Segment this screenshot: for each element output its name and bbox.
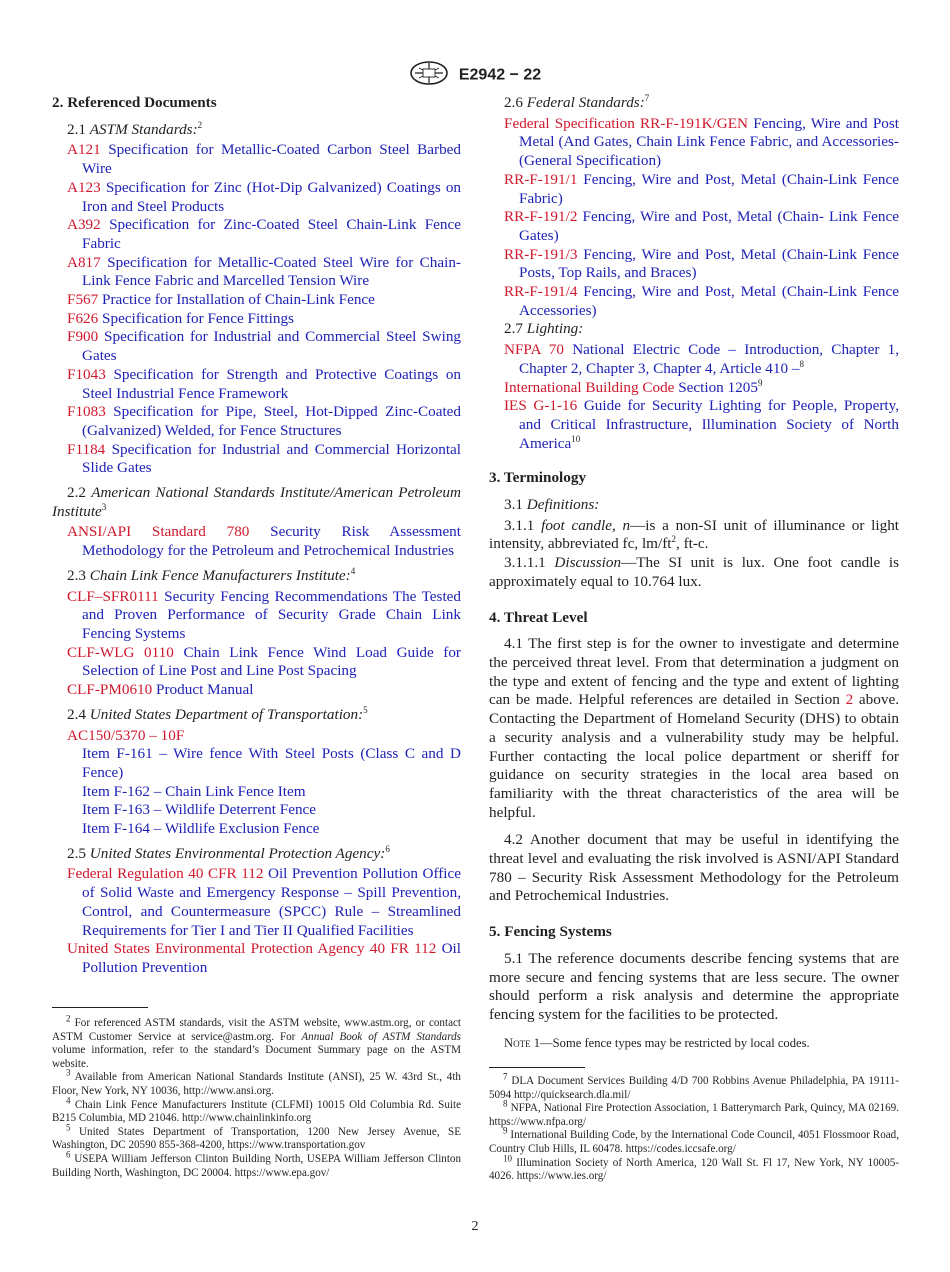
reference-item[interactable]: IES G-1-16 Guide for Security Lighting for People, Property, and Critical Infrastructure, Illumination Society of North America$^{10}$ [504,397,900,452]
footnote: $^8$ NFPA, National Fire Protection Association, 1 Batterymarch Park, Quincy, MA 02169. https://www.nfpa.org/ [489,1098,899,1128]
reference-item[interactable] [504,115,899,171]
reference-item[interactable] [67,366,461,403]
subsection-2-5: 2.5 United States Environmental Protection Agency:$^6$ [67,843,390,862]
reference-title-link[interactable]: Fencing, Wire and Post, Metal (Chain- Link Fence Gates) [519,208,900,244]
astm-logo [409,60,449,91]
reference-code-link[interactable]: A121 [67,141,101,159]
dot-item-link[interactable]: Item F-161 – Wire fence With Steel Posts (Class C and D Fence) [82,745,461,781]
reference-item[interactable] [504,283,899,320]
reference-code-link[interactable]: IES G-1-16 [504,397,578,415]
reference-code-link[interactable]: CLF-PM0610 [67,681,153,699]
reference-title-link[interactable]: Practice for Installation of Chain-Link Fence [102,291,375,309]
reference-title-link[interactable]: Fencing, Wire and Post Metal (And Gates, Chain Link Fence Fabric, and Accessories-(General Specification) [519,114,899,170]
reference-item[interactable] [67,441,461,478]
reference-title-link[interactable]: Specification for Metallic-Coated Steel Wire for Chain-Link Fence Fabric and Marcelled Tension Wire [82,253,461,290]
reference-item[interactable] [67,727,461,746]
reference-title-link[interactable]: Specification for Metallic-Coated Carbon Steel Barbed Wire [82,141,462,178]
reference-title-link[interactable]: Specification for Zinc-Coated Steel Chain-Link Fence Fabric [82,216,461,252]
section-4-title: 4. Threat Level [489,608,588,626]
reference-code-link[interactable]: A123 [67,178,101,196]
footnote: $^4$ Chain Link Fence Manufacturers Institute (CLFMI) 10015 Old Columbia Rd. Suite B215 Columbia, MD 21046. http://www.chainlinkinfo.org [52,1094,461,1125]
reference-title-link[interactable]: Fencing, Wire and Post, Metal (Chain-Link Fence Fabric) [519,170,900,207]
document-id: E2942 − 22 [458,66,542,84]
reference-title-link[interactable]: Section 1205 [678,378,758,396]
discussion-3-1-1-1: 3.1.1.1 Discussion—The SI unit is lux. One foot candle is approximately equal to 10.764 lux. [489,554,899,590]
reference-title-link[interactable]: Security Fencing Recommendations The Tested and Proven Performance of Security Grade Chain Link Fencing Systems [82,587,461,642]
reference-item[interactable] [67,403,461,440]
reference-code-link[interactable]: A392 [67,216,101,234]
subsection-2-2: 2.2 American National Standards Institute/American Petroleum Institute$^3$ [52,484,461,520]
reference-code-link[interactable]: RR-F-191/1 [504,170,578,188]
reference-code-link[interactable]: F1083 [67,403,106,421]
reference-item[interactable] [67,523,461,560]
reference-code-link[interactable]: NFPA 70 [504,341,564,359]
reference-code-link[interactable]: Federal Regulation 40 CFR 112 [67,865,264,883]
reference-item[interactable] [67,865,461,940]
epa-references-list [52,865,461,977]
federal-references-list [489,115,899,321]
note-1: Note 1—Some fence types may be restricted by local codes. [504,1035,810,1050]
subsection-2-3: 2.3 Chain Link Fence Manufacturers Institute:$^4$ [67,565,356,584]
subsection-2-1: 2.1 ASTM Standards:$^2$ [67,119,203,138]
section-5-title: 5. Fencing Systems [489,923,612,941]
reference-item[interactable] [504,246,899,283]
footnote: $^9$ International Building Code, by the International Code Council, 4051 Flossmoor Road, Country Club Hills, IL 60478. https://codes.iccsafe.org/ [489,1125,899,1155]
reference-code-link[interactable]: F1184 [67,440,106,458]
reference-item[interactable] [67,940,461,977]
definition-3-1-1: 3.1.1 foot candle, n—is a non-SI unit of illuminance or light intensity, abbreviated fc, $lm/ft^2$, ft-c. [489,516,900,553]
section-2-title: 2. Referenced Documents [52,94,217,111]
reference-code-link[interactable]: A817 [67,253,101,271]
subsection-3-1: 3.1 Definitions: [504,496,600,514]
clf-references-list [52,588,461,700]
reference-title-link[interactable]: Oil Pollution Prevention [82,940,462,976]
reference-code-link[interactable]: CLF-WLG 0110 [67,643,174,661]
reference-item[interactable] [504,171,899,208]
footnote: $^{10}$ Illumination Society of North America, 120 Wall St. Fl 17, New York, NY 10005-4026. https://www.ies.org/ [489,1152,899,1183]
reference-title-link[interactable]: Chain Link Fence Wind Load Guide for Selection of Line Post and Line Post Spacing [82,643,461,680]
reference-title-link[interactable]: Product Manual [156,681,254,699]
reference-code-link[interactable]: United States Environmental Protection Agency 40 FR 112 [67,940,437,958]
reference-title-link[interactable]: Specification for Zinc (Hot-Dip Galvanized) Coatings on Iron and Steel Products [82,178,462,215]
footnote: $^5$ United States Department of Transportation, 1200 New Jersey Avenue, SE Washington, DC 20590 855-368-4200, https://www.transportation.gov [52,1122,461,1152]
reference-code-link[interactable]: International Building Code [504,378,675,396]
dot-items-list [52,745,461,839]
page-header [0,60,950,91]
reference-item[interactable] [67,254,461,291]
reference-code-link[interactable]: F1043 [67,365,106,383]
footnote: $^3$ Available from American National Standards Institute (ANSI), 25 W. 43rd St., 4th Floor, New York, NY 10036, http://www.ansi.org. [52,1067,461,1097]
reference-title-link[interactable]: Fencing, Wire and Post, Metal (Chain-Link Fence Accessories) [519,283,900,319]
paragraph-4-1: 4.1 The first step is for the owner to investigate and determine the perceived threat level. From that determination a judgment on the type and extent of fencing and the type and extent of lighting can be made. Helpful references are detailed in Section 2 above. Contacting the Department of Homeland Security (DHS) to obtain a security analysis and a vulnerability study may be helpful. Further contacting the local police department or sheriff for guidance on security strategies in the local area based on familiarity with the threat characteristics of the area will be helpful. [489,635,899,821]
footnote: $^2$ For referenced ASTM standards, visit the ASTM website, www.astm.org, or contact ASTM Customer Service at service@astm.org. For Annual Book of ASTM Standards volume information, refer to the standard’s Document Summary page on the ASTM website. [52,1013,461,1070]
right-column [489,94,899,1052]
dot-item-link[interactable]: Item F-164 – Wildlife Exclusion Fence [82,820,320,838]
astm-references-list [52,141,461,478]
reference-title-link[interactable]: Specification for Pipe, Steel, Hot-Dipped Zinc-Coated (Galvanized) Welded, for Fence Structures [82,403,461,439]
reference-item[interactable] [67,644,461,681]
reference-code-link[interactable]: Federal Specification RR-F-191K/GEN [504,114,749,132]
reference-item[interactable] [67,179,461,216]
paragraph-5-1: 5.1 The reference documents describe fencing systems that are more secure and fencing systems that are less secure. The owner should perform a risk analysis and determine the appropriate fencing system for the facilities to be protected. [489,949,899,1023]
reference-code-link[interactable]: F626 [67,309,99,327]
reference-item[interactable] [67,588,461,644]
dot-item-link[interactable]: Item F-163 – Wildlife Deterrent Fence [82,801,317,819]
reference-code-link[interactable]: ANSI/API Standard 780 [67,523,250,541]
reference-code-link[interactable]: RR-F-191/3 [504,245,578,263]
reference-title-link[interactable]: Specification for Industrial and Commercial Horizontal Slide Gates [82,440,461,477]
reference-title-link[interactable]: Guide for Security Lighting for People, Property, and Critical Infrastructure, Illumination Society of North America [519,397,900,452]
reference-item[interactable]: International Building Code Section 1205$^9$ [504,377,763,396]
reference-code-link[interactable]: RR-F-191/4 [504,283,578,301]
subsection-2-6: 2.6 Federal Standards:$^7$ [504,92,650,111]
reference-code-link[interactable]: RR-F-191/2 [504,208,578,226]
footnote-rule-left [52,1007,148,1008]
footnotes-right [489,1071,899,1184]
reference-code-link[interactable]: F567 [67,291,99,309]
reference-title-link[interactable]: Specification for Industrial and Commercial Steel Swing Gates [82,328,462,365]
left-column [52,94,461,978]
reference-item[interactable] [67,328,461,365]
subsection-2-4: 2.4 United States Department of Transportation:$^5$ [67,704,368,723]
paragraph-4-2: 4.2 Another document that may be useful in identifying the threat level and evaluating the risk involved is ASNI/API Standard 780 – Security Risk Assessment Methodology for the Petroleum and Petrochemical Industries. [489,831,899,905]
section-3-title: 3. Terminology [489,469,587,487]
reference-item[interactable] [67,141,461,178]
reference-code-link[interactable]: CLF–SFR0111 [67,587,159,605]
reference-item[interactable] [67,216,461,253]
reference-title-link[interactable]: Specification for Fence Fittings [102,309,294,327]
reference-title-link[interactable]: National Electric Code – Introduction, Chapter 1, Chapter 2, Chapter 3, Chapter 4, Article 410 – [519,341,899,377]
dot-item-link[interactable]: Item F-162 – Chain Link Fence Item [82,782,306,800]
reference-code-link[interactable]: F900 [67,328,99,346]
reference-code-link[interactable]: AC150/5370 – 10F [67,726,185,744]
section-link[interactable]: 2 [845,691,854,709]
subsection-2-7: 2.7 Lighting: [504,320,584,338]
reference-title-link[interactable]: Security Risk Assessment Methodology for the Petroleum and Petrochemical Industries [82,523,461,560]
footnote: $^6$ USEPA William Jefferson Clinton Building North, USEPA William Jefferson Clinton Building North, Washington, DC 20004. https://www.epa.gov/ [52,1149,461,1179]
reference-item[interactable] [67,291,461,310]
page-number: 2 [471,1219,479,1234]
footnote: $^7$ DLA Document Services Building 4/D 700 Robbins Avenue Philadelphia, PA 19111-5094 http://quicksearch.dla.mil/ [489,1071,899,1101]
reference-item[interactable] [67,681,461,700]
footnotes-left [52,1013,461,1180]
reference-title-link[interactable]: Specification for Strength and Protective Coatings on Steel Industrial Fence Framework [82,365,462,402]
footnote-rule-right [489,1067,585,1068]
reference-title-link[interactable]: Oil Prevention Pollution Office of Solid Waste and Emergency Response – Spill Prevention, Control, and Countermeasure (SPCC) Rule – Streamlined Requirements for Tier I and Tier II Qualified Facilities [82,865,462,939]
reference-item[interactable]: NFPA 70 National Electric Code – Introduction, Chapter 1, Chapter 2, Chapter 3, Chapter 4, Article 410 –$^8$ [504,341,899,377]
reference-item[interactable] [504,208,899,245]
reference-item[interactable] [67,310,461,329]
reference-title-link[interactable]: Fencing, Wire and Post, Metal (Chain-Link Fence Posts, Top Rails, and Braces) [519,245,900,282]
